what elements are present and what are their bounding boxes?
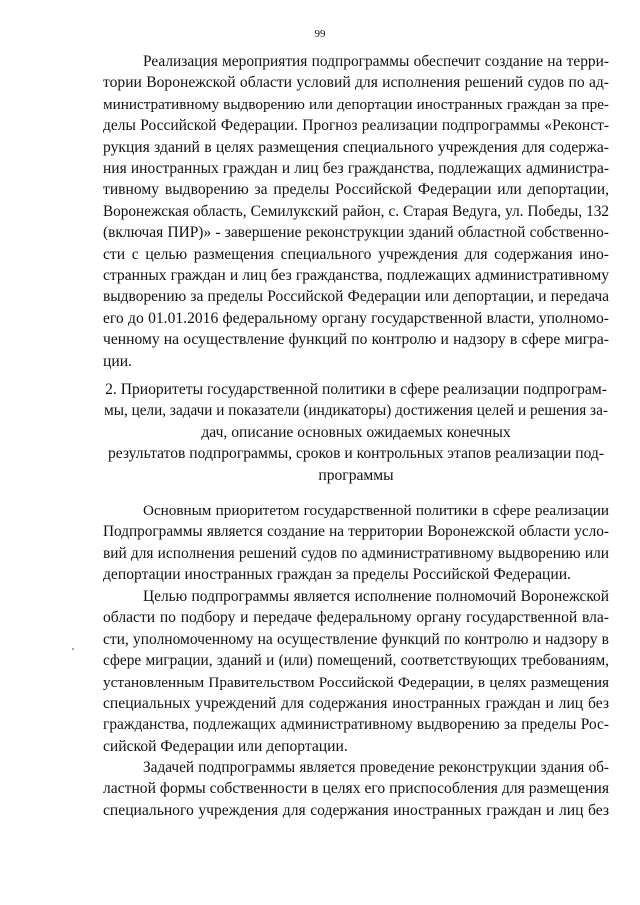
text-line: сийской Федерации или депортации. — [103, 737, 348, 755]
text-line: выдворению за пределы Российской Федерации или депортации, и передача — [103, 288, 609, 306]
text-line: ния иностранных граждан и лиц без гражданства, подлежащих администра- — [103, 160, 609, 178]
text-line: Подпрограммы является создание на территории Воронежской области усло- — [103, 523, 609, 541]
text-line: Реализация мероприятия подпрограммы обеспечит создание на терри- — [143, 53, 609, 70]
paragraph-goal — [103, 586, 609, 757]
text-line: ластной формы собственности в целях его приспособления для размещения — [103, 780, 609, 798]
text-line: Целью подпрограммы является исполнение полномочий Воронежской — [143, 588, 609, 605]
heading-line: мы, цели, задачи и показатели (индикаторы) достижения целей и решения за- — [104, 402, 608, 420]
text-line: его до 01.01.2016 федеральному органу государственной власти, уполномо- — [103, 309, 609, 327]
page-number: 99 — [314, 28, 326, 40]
paragraph-task — [103, 757, 609, 821]
text-line: Задачей подпрограммы является проведение реконструкции здания об- — [143, 759, 609, 776]
text-line: странных граждан и лиц без гражданства, подлежащих административному — [103, 267, 609, 285]
heading-line: результатов подпрограммы, сроков и контрольных этапов реализации под- — [107, 445, 605, 463]
text-line: специального учреждения для содержания иностранных граждан и лиц без — [103, 801, 609, 819]
text-line: (включая ПИР)» - завершение реконструкции зданий областной собственно- — [103, 224, 609, 242]
paragraph-implementation — [103, 51, 609, 372]
text-line: рукция зданий в целях размещения специального учреждения для содержа- — [103, 138, 609, 156]
heading-line: дач, описание основных ожидаемых конечных — [201, 423, 511, 441]
text-line: Воронежская область, Семилукский район, с. Старая Ведуга, ул. Победы, 132 — [103, 202, 609, 220]
text-line: сти с целью размещения специального учреждения для содержания ино- — [103, 245, 609, 263]
text-line: делы Российской Федерации. Прогноз реализации подпрограммы «Реконст- — [103, 117, 609, 135]
text-line: тивному выдворению за пределы Российской Федерации или депортации, — [103, 181, 609, 199]
text-line: депортации иностранных граждан за пределы Российской Федерации. — [103, 566, 571, 584]
section-heading — [103, 379, 609, 486]
text-line: специальных учреждений для содержания иностранных граждан и лиц без — [103, 695, 609, 713]
heading-line: 2. Приоритеты государственной политики в сфере реализации подпрограм- — [105, 381, 607, 398]
text-line: тории Воронежской области условий для исполнения решений судов по ад- — [103, 74, 609, 92]
scan-speck — [72, 648, 74, 650]
text-line: сти, уполномоченному на осуществление функций по контролю и надзору в — [103, 630, 609, 648]
text-line: Основным приоритетом государственной политики в сфере реализации — [143, 502, 609, 519]
heading-line: программы — [318, 466, 394, 484]
text-line: гражданства, подлежащих административному выдворению за пределы Рос- — [103, 716, 609, 734]
text-line: области по подбору и передаче федеральному органу государственной вла- — [103, 609, 609, 627]
text-line: ции. — [103, 352, 132, 370]
text-line: ченному на осуществление функций по контролю и надзору в сфере мигра- — [103, 331, 609, 349]
text-line: сфере миграции, зданий и (или) помещений, соответствующих требованиям, — [103, 652, 609, 670]
text-line: установленным Правительством Российской Федерации, в целях размещения — [103, 673, 609, 691]
text-line: вий для исполнения решений судов по административному выдворению или — [103, 544, 609, 562]
text-line: министративному выдворению или депортации иностранных граждан за пре- — [103, 95, 609, 113]
paragraph-priority — [103, 500, 609, 586]
